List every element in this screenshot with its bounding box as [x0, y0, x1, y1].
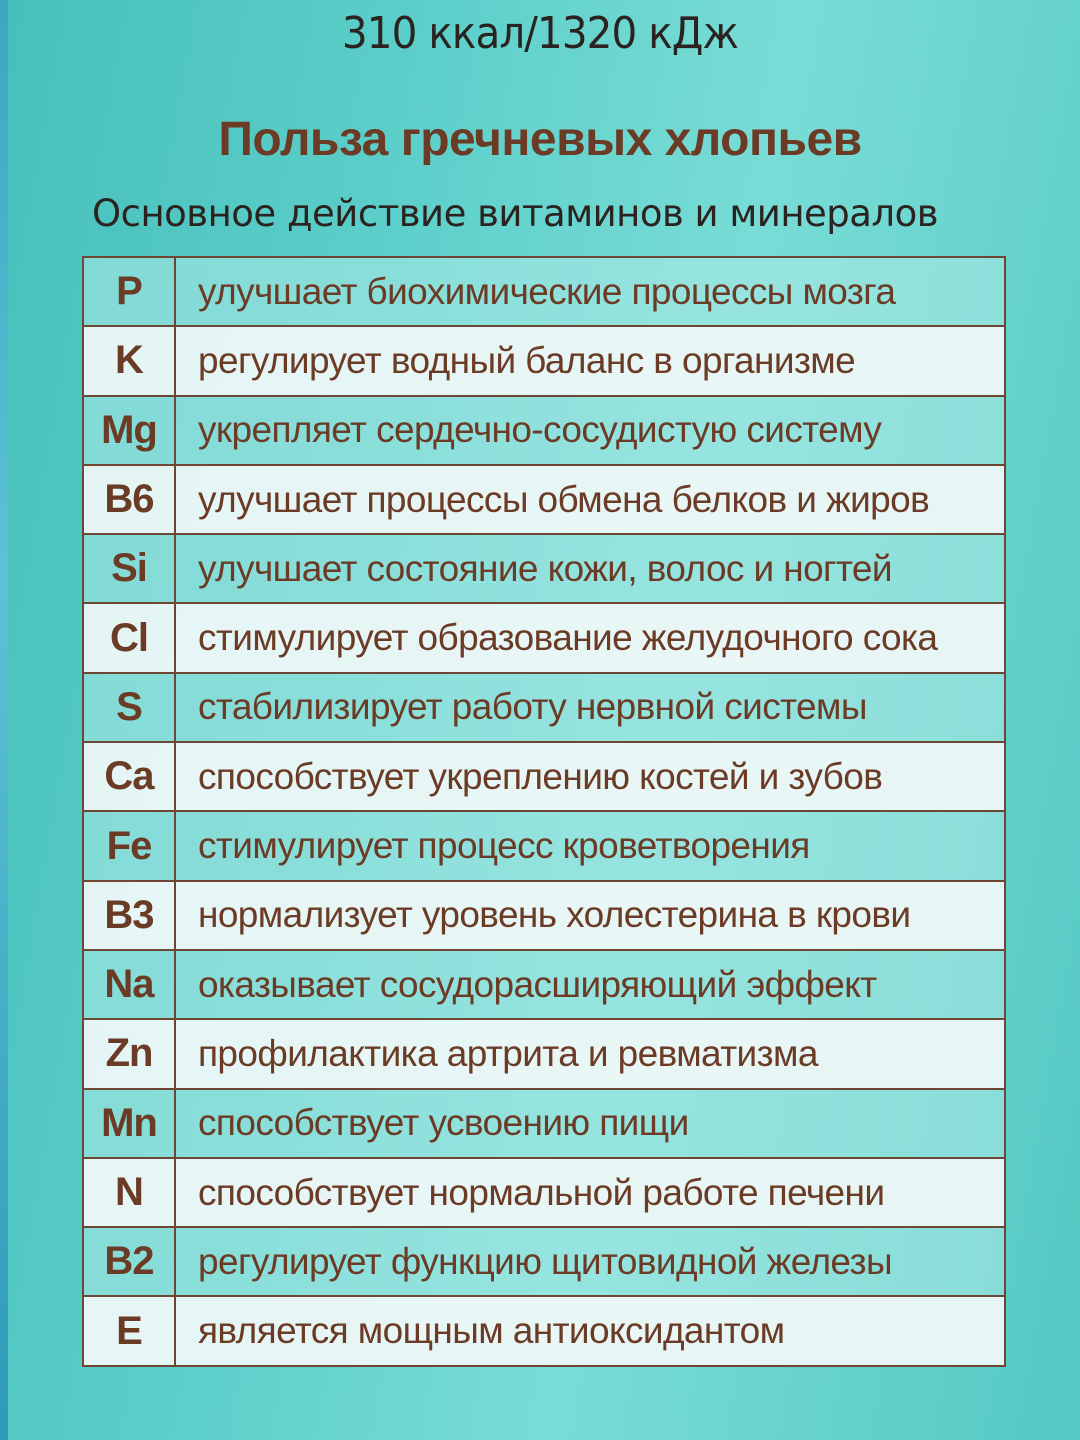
table-row [83, 1296, 1005, 1365]
nutrient-effect: регулирует водный баланс в организме [175, 326, 1005, 395]
nutrient-symbol: Ca [83, 742, 175, 811]
nutrient-effect: регулирует функцию щитовидной железы [175, 1227, 1005, 1296]
nutrient-effect: способствует укреплению костей и зубов [175, 742, 1005, 811]
table-row [83, 742, 1005, 811]
nutrient-effect: улучшает состояние кожи, волос и ногтей [175, 534, 1005, 603]
table-row [83, 881, 1005, 950]
table-row [83, 534, 1005, 603]
table-row [83, 811, 1005, 880]
nutrient-effect: оказывает сосудорасширяющий эффект [175, 950, 1005, 1019]
nutrient-symbol: N [83, 1158, 175, 1227]
nutrient-effect: укрепляет сердечно-сосудистую систему [175, 396, 1005, 465]
nutrient-symbol: B6 [83, 465, 175, 534]
table-row [83, 950, 1005, 1019]
table-row [83, 603, 1005, 672]
table-row [83, 673, 1005, 742]
nutrient-effect: способствует усвоению пищи [175, 1089, 1005, 1158]
nutrient-symbol: P [83, 257, 175, 326]
nutrient-symbol: Cl [83, 603, 175, 672]
package-edge-strip [0, 0, 8, 1440]
nutrient-symbol: Zn [83, 1019, 175, 1088]
table-row [83, 1019, 1005, 1088]
nutrient-effect: способствует нормальной работе печени [175, 1158, 1005, 1227]
nutrient-symbol: K [83, 326, 175, 395]
energy-value: 310 ккал/1320 кДж [341, 8, 739, 59]
table-row [83, 1089, 1005, 1158]
table-row [83, 257, 1005, 326]
nutrient-symbol: E [83, 1296, 175, 1365]
nutrient-effect: нормализует уровень холестерина в крови [175, 881, 1005, 950]
nutrient-symbol: B2 [83, 1227, 175, 1296]
nutrient-symbol: S [83, 673, 175, 742]
nutrient-effect: стимулирует образование желудочного сока [175, 603, 1005, 672]
nutrient-effect: профилактика артрита и ревматизма [175, 1019, 1005, 1088]
nutrient-table [82, 256, 1006, 1367]
table-row [83, 1158, 1005, 1227]
nutrient-symbol: B3 [83, 881, 175, 950]
table-row [83, 465, 1005, 534]
nutrient-effect: стимулирует процесс кроветворения [175, 811, 1005, 880]
nutrient-symbol: Mg [83, 396, 175, 465]
nutrient-symbol: Si [83, 534, 175, 603]
nutrient-symbol: Fe [83, 811, 175, 880]
nutrient-effect: улучшает процессы обмена белков и жиров [175, 465, 1005, 534]
nutrient-effect: является мощным антиоксидантом [175, 1296, 1005, 1365]
table-row [83, 326, 1005, 395]
table-row [83, 1227, 1005, 1296]
benefits-subtitle: Основное действие витаминов и минералов [92, 192, 939, 235]
benefits-title: Польза гречневых хлопьев [218, 113, 862, 166]
nutrient-effect: стабилизирует работу нервной системы [175, 673, 1005, 742]
nutrient-effect: улучшает биохимические процессы мозга [175, 257, 1005, 326]
table-row [83, 396, 1005, 465]
nutrient-symbol: Mn [83, 1089, 175, 1158]
nutrient-symbol: Na [83, 950, 175, 1019]
